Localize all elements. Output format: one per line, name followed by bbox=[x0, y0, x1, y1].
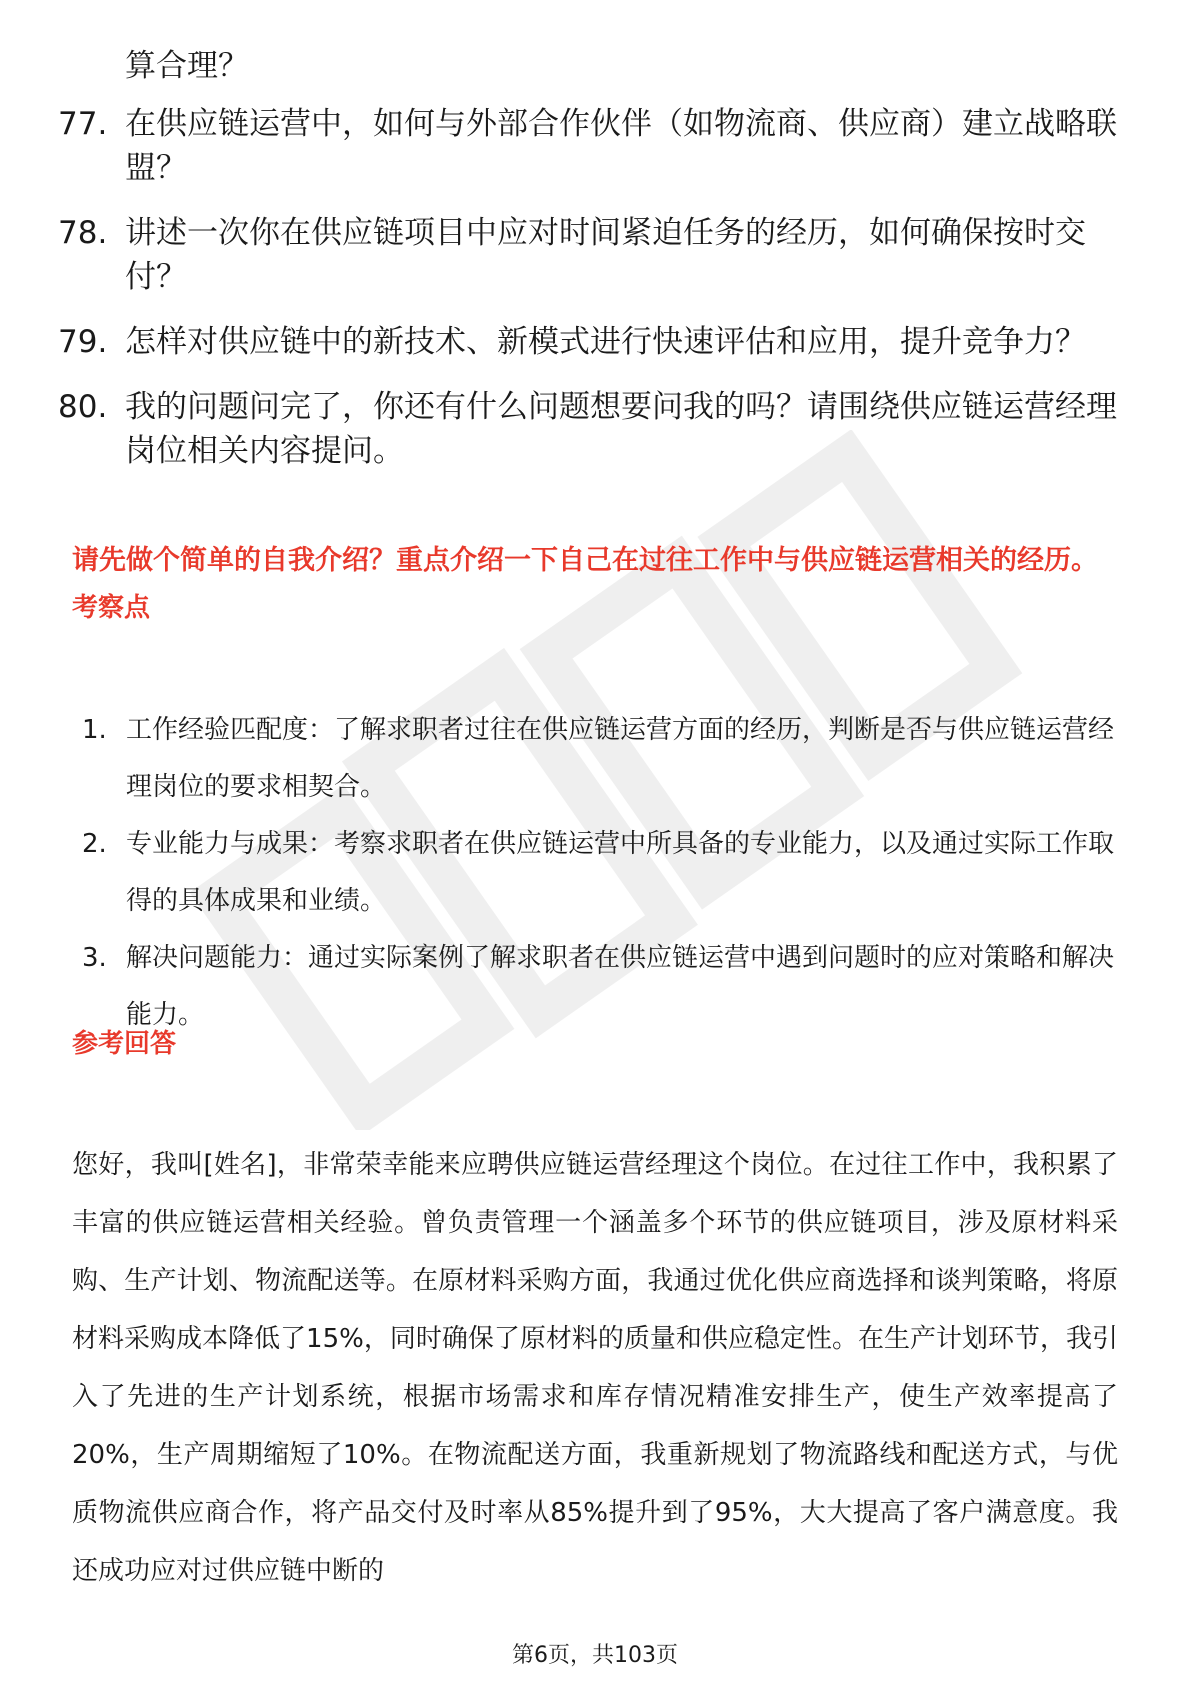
point-text: 专业能力与成果：考察求职者在供应链运营中所具备的专业能力，以及通过实际工作取得的具体成果和业绩。 bbox=[126, 829, 1115, 916]
point-number: 3. bbox=[82, 943, 107, 973]
question-text: 讲述一次你在供应链项目中应对时间紧迫任务的经历，如何确保按时交付？ bbox=[125, 215, 1086, 295]
answer-heading: 参考回答 bbox=[72, 1029, 177, 1059]
assessment-points-list bbox=[82, 702, 1122, 1044]
question-text: 我的问题问完了，你还有什么问题想要问我的吗？请围绕供应链运营经理岗位相关内容提问。 bbox=[125, 389, 1117, 469]
points-heading: 考察点 bbox=[72, 593, 151, 623]
question-number: 80. bbox=[58, 389, 108, 425]
reference-answer: 您好，我叫[姓名]，非常荣幸能来应聘供应链运营经理这个岗位。在过往工作中，我积累了丰富的供应链运营相关经验。曾负责管理一个涵盖多个环节的供应链项目，涉及原材料采购、生产计划、物流配送等。在原材料采购方面，我通过优化供应商选择和谈判策略，将原材料采购成本降低了15%，同时确保了原材料的质量和供应稳定性。在生产计划环节，我引入了先进的生产计划系统，根据市场需求和库存情况精准安排生产，使生产效率提高了20%，生产周期缩短了10%。在物流配送方面，我重新规划了物流路线和配送方式，与优质物流供应商合作，将产品交付及时率从85%提升到了95%，大大提高了客户满意度。我还成功应对过供应链中断的 bbox=[72, 1150, 1118, 1586]
assessment-point bbox=[82, 816, 1122, 930]
assessment-point bbox=[82, 930, 1122, 1044]
question-text: 在供应链运营中，如何与外部合作伙伴（如物流商、供应商）建立战略联盟？ bbox=[125, 106, 1117, 186]
point-text: 工作经验匹配度：了解求职者过往在供应链运营方面的经历，判断是否与供应链运营经理岗位的要求相契合。 bbox=[126, 715, 1115, 802]
question-item bbox=[58, 102, 1118, 190]
question-item bbox=[58, 385, 1118, 473]
page-footer: 第6页，共103页 bbox=[512, 1643, 678, 1668]
question-number: 79. bbox=[58, 324, 108, 360]
point-text: 解决问题能力：通过实际案例了解求职者在供应链运营中遇到问题时的应对策略和解决能力。 bbox=[126, 943, 1115, 1030]
question-number: 77. bbox=[58, 106, 108, 142]
point-number: 1. bbox=[82, 715, 107, 745]
question-item bbox=[58, 320, 1118, 364]
question-item bbox=[58, 211, 1118, 299]
assessment-point bbox=[82, 702, 1122, 816]
section-title: 请先做个简单的自我介绍？重点介绍一下自己在过往工作中与供应链运营相关的经历。 bbox=[72, 545, 1098, 576]
point-number: 2. bbox=[82, 829, 107, 859]
question-number: 78. bbox=[58, 215, 108, 251]
question-list bbox=[58, 44, 1118, 494]
question-text: 怎样对供应链中的新技术、新模式进行快速评估和应用，提升竞争力？ bbox=[125, 324, 1086, 360]
question-continuation: 算合理？ bbox=[125, 48, 249, 84]
